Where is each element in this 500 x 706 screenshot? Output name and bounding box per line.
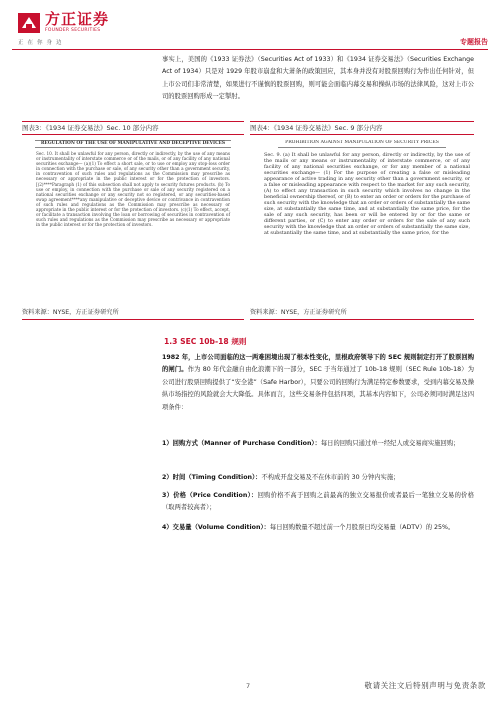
condition-lead: 2）时间（Timing Condition）： bbox=[162, 474, 262, 481]
figure-3-doc-title: REGULATION OF THE USE OF MANIPULATIVE AND DECEPTIVE DEVICES bbox=[35, 140, 230, 148]
header-divider bbox=[12, 49, 488, 50]
condition-item bbox=[162, 490, 474, 515]
condition-text: 不构成开盘交易及不在休市前的 30 分钟内实施； bbox=[261, 474, 400, 481]
condition-text: 每日的回购只通过单一经纪人或交易商实施回购； bbox=[320, 440, 460, 447]
intro-paragraph: 事实上，美国的《1933 证券法》（Securities Act of 1933）和《1934 证券交易法》（Securities Exchange Act of 1934）只是对 1929 年股市崩盘和大萧条的政策回应，其本身并没有对股票回购行为作出任何针对，但上市公司们非常清楚，如果进行不谨慎的股票回购，则可能会面临内幕交易和操纵市场的法律风险，这对上市公司的股票回购形成一定掣肘。 bbox=[162, 56, 474, 101]
condition-item bbox=[162, 472, 474, 484]
figure-4-caption: 图表4：《1934 证券交易法》Sec. 9 部分内容 bbox=[250, 121, 474, 135]
figure-4-doc-text: Sec. 9. (a) It shall be unlawful for any person, directly or indirectly, by the use of the mails or any means or instrumentality of interstate commerce, or of any facility of any national securities exchange, or for any member of a national securities exchange— (1) For the purpose of creating a false or misleading appearance of active trading in any security other than a government security, or a false or misleading appearance with respect to the market for any such security, (A) to effect any transaction in such security which involves no change in the beneficial ownership thereof, or (B) to enter an order or orders for the purchase of such security with the knowledge that an order or orders of substantially the same size, at substantially the same time, and at substantially the same price, for the sale of any such security, has been or will be entered by or for the same or different parties, or (C) to enter any order or orders for the sale of any such security with the knowledge that an order or orders of substantially the same size, at substantially the same time, and at substantially the same price, for the bbox=[264, 151, 470, 236]
brand-slogan: 正在你身边 bbox=[18, 40, 66, 46]
condition-text: 每日回购数量不超过前一个月股票日均交易量（ADTV）的 25%。 bbox=[269, 524, 455, 531]
page-number: 7 bbox=[246, 682, 251, 690]
main-paragraph-bold: 1982 年，上市公司面临的这一两难困境出现了根本性变化，里根政府领导下的 SEC 规则制定打开了股票回购的闸门。 bbox=[162, 354, 474, 374]
main-paragraph bbox=[162, 352, 474, 414]
condition-item bbox=[162, 522, 474, 534]
figure-4-doc-title: PROHIBITION AGAINST MANIPULATION OF SECURITY PRICES bbox=[278, 140, 446, 148]
section-title: 1.3 SEC 10b-18 规则 bbox=[164, 337, 247, 346]
condition-lead: 1）回购方式（Manner of Purchase Condition）： bbox=[162, 440, 321, 447]
brand-name-en: FOUNDER SECURITIES bbox=[45, 28, 101, 33]
condition-lead: 4）交易量（Volume Condition）： bbox=[162, 524, 270, 531]
figure-3-image bbox=[22, 140, 244, 300]
condition-lead: 3）价格（Price Condition）： bbox=[162, 492, 258, 499]
figure-3-caption: 图表3：《1934 证券交易法》Sec. 10 部分内容 bbox=[22, 121, 244, 135]
condition-item bbox=[162, 438, 474, 450]
figure-4-image bbox=[250, 140, 474, 300]
report-type-label: 专题报告 bbox=[460, 38, 488, 46]
figure-4-source: 资料来源：NYSE，方正证券研究所 bbox=[250, 307, 474, 320]
condition-text: 回购价格不高于回购之前最高的独立交易报价或者最后一笔独立交易的价格（取两者较高者）； bbox=[162, 492, 475, 512]
figure-3-source: 资料来源：NYSE，方正证券研究所 bbox=[22, 307, 244, 320]
figure-3-doc-text: Sec. 10. It shall be unlawful for any person, directly or indirectly, by the use of any means or instrumentality of interstate commerce or of the mails, or of any facility of any national securities exchange— (a)(1) To effect a short sale, or to use or employ any stop-loss order in connection with the purchase or sale, of any security other than a government security, in contravention of such rules and regulations as the Commission may prescribe as necessary or appropriate in the public interest or for the protection of investors. [(2)****Paragraph (1) of this subsection shall not apply to security futures products. (b) To use or employ, in connection with the purchase or sale of any security registered on a national securities exchange or any security not so registered, or any securities-based swap agreement****any manipulative or deceptive device or contrivance in contravention of such rules and regulations as the Commission may prescribe as necessary or appropriate in the public interest or for the protection of investors. (c)(1) To effect, accept, or facilitate a transaction involving the loan or borrowing of securities in contravention of such rules and regulations as the Commission may prescribe as necessary or appropriate in the public interest or for the protection of investors. bbox=[36, 151, 230, 228]
brand-name: 方正证券 bbox=[45, 10, 110, 28]
footer-disclaimer: 敬请关注文后特别声明与免责条款 bbox=[364, 681, 486, 690]
founder-logo-icon bbox=[18, 13, 40, 33]
main-paragraph-rest: 作为 80 年代金融自由化浪潮下的一部分，SEC 于当年通过了 10b-18 规则（SEC Rule 10b-18）为公司进行股票回购提供了“安全港”（Safe Harbor），只要公司的回购行为满足特定参数要求，受到内幕交易及操纵市场指控的风险就会大大降低。具体而言，这些交易条件包括四项，其基本内容如下，公司必须同时满足这四项条件： bbox=[162, 366, 474, 411]
